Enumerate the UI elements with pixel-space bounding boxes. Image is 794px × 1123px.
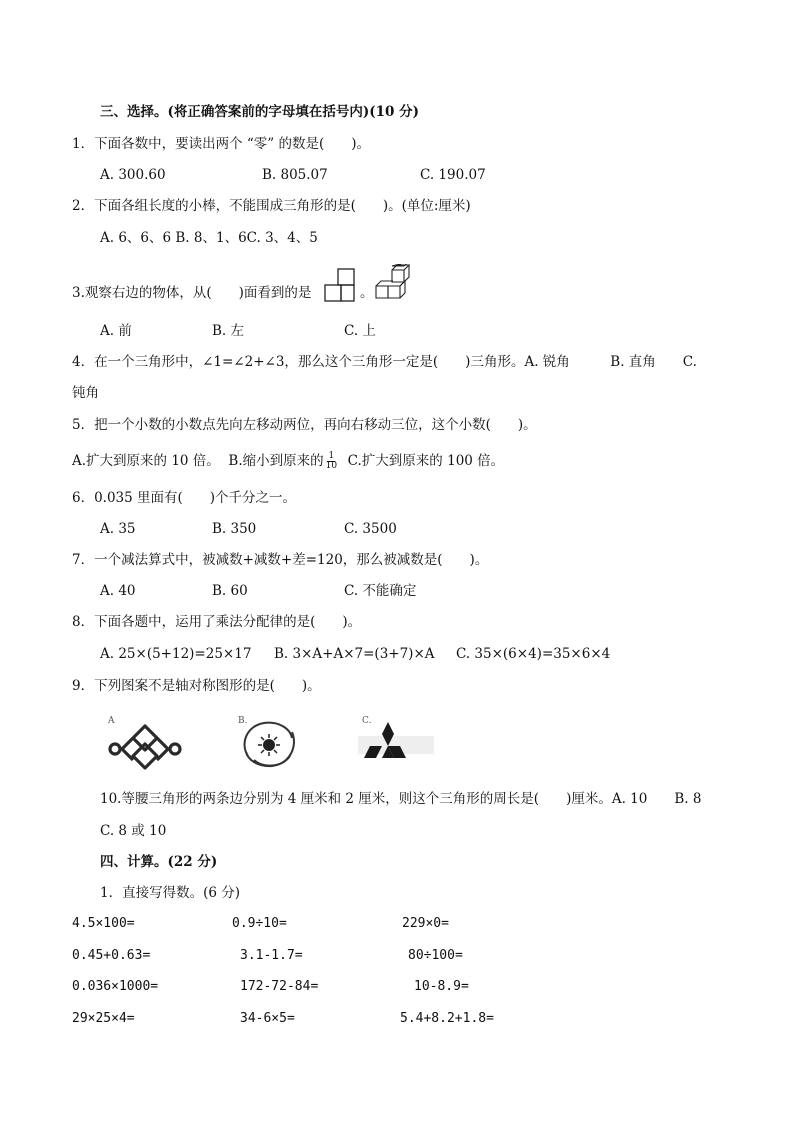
q3-stem: 3.观察右边的物体，从( )面看到的是 [72, 285, 312, 301]
q2-options: A. 6、6、6 B. 8、1、6C. 3、4、5 [100, 230, 318, 246]
calc-r2-c3: 80÷100= [408, 948, 463, 963]
q8-option-c: C. 35×(6×4)=35×6×4 [456, 646, 611, 662]
q5-options [72, 452, 504, 471]
q6-option-c: C. 3500 [344, 521, 397, 537]
calc-r1-c1: 4.5×100= [72, 916, 135, 931]
q7-option-b: B. 60 [212, 583, 248, 599]
three-diamonds-icon [358, 716, 434, 772]
q1-option-b: B. 805.07 [262, 167, 328, 183]
question-10-line-1: 10.等腰三角形的两条边分别为 4 厘米和 2 厘米，则这个三角形的周长是( )厘米。A. 10 B. 8 [100, 791, 702, 807]
question-3 [72, 284, 311, 302]
question-2: 2．下面各组长度的小棒，不能围成三角形的是( )。(单位:厘米) [72, 198, 471, 214]
calc-r3-c1: 0.036×1000= [72, 979, 159, 994]
q1-option-a: A. 300.60 [100, 167, 166, 183]
q9-label-b: B. [238, 716, 248, 726]
calc-r1-c2: 0.9÷10= [232, 916, 287, 931]
calc-r4-c2: 34-6×5= [240, 1011, 295, 1026]
calc-r3-c2: 172-72-84= [240, 979, 319, 994]
question-10-line-2: C. 8 或 10 [100, 823, 167, 839]
q3-option-b: B. 左 [212, 323, 245, 339]
q5-option-c: C.扩大到原来的 100 倍。 [347, 453, 505, 469]
question-1: 1．下面各数中，要读出两个 “零” 的数是( )。 [72, 136, 371, 152]
question-5: 5．把一个小数的小数点先向左移动两位，再向右移动三位，这个小数( )。 [72, 417, 537, 433]
cube-stack-figure [372, 264, 412, 302]
calc-r2-c1: 0.45+0.63= [72, 948, 151, 963]
q9-label-a: A [108, 716, 115, 726]
question-4-line-2: 钝角 [72, 385, 99, 401]
q3-tail: 。 [360, 285, 374, 301]
calc-r1-c3: 229×0= [402, 916, 449, 931]
q6-option-a: A. 35 [100, 521, 136, 537]
q6-option-b: B. 350 [212, 521, 257, 537]
q8-option-a: A. 25×(5+12)=25×17 [100, 646, 252, 662]
q3-option-a: A. 前 [100, 323, 132, 339]
calc-r4-c1: 29×25×4= [72, 1011, 135, 1026]
knot-pattern-icon [104, 722, 186, 772]
q8-option-b: B. 3×A+A×7=(3+7)×A [274, 646, 435, 662]
question-7: 7．一个减法算式中，被减数+减数+差=120，那么被减数是( )。 [72, 552, 489, 568]
q1-option-c: C. 190.07 [420, 167, 486, 183]
q9-label-c: C. [362, 716, 372, 726]
q7-option-a: A. 40 [100, 583, 136, 599]
question-4-line-1: 4．在一个三角形中，∠1=∠2+∠3，那么这个三角形一定是( )三角形。A. 锐角 B. 直角 C. [72, 354, 697, 370]
front-view-figure [324, 268, 358, 302]
question-6: 6．0.035 里面有( )个千分之一。 [72, 490, 297, 506]
calc-r3-c3: 10-8.9= [414, 979, 469, 994]
fraction-one-tenth: $\frac{1}{10}$ [325, 451, 338, 471]
question-9: 9．下列图案不是轴对称图形的是( )。 [72, 678, 321, 694]
section-4-title: 四、计算。(22 分) [100, 854, 218, 870]
calc-r4-c3: 5.4+8.2+1.8= [400, 1011, 494, 1026]
swirl-logo-icon [234, 716, 304, 772]
section-3-title: 三、选择。(将正确答案前的字母填在括号内)(10 分) [100, 104, 420, 120]
q5-option-a: A.扩大到原来的 10 倍。 [72, 453, 220, 469]
q7-option-c: C. 不能确定 [344, 583, 417, 599]
question-8: 8．下面各题中，运用了乘法分配律的是( )。 [72, 614, 362, 630]
section-4-subtitle: 1．直接写得数。(6 分) [100, 885, 241, 901]
calc-r2-c2: 3.1-1.7= [240, 948, 303, 963]
q3-option-c: C. 上 [344, 323, 376, 339]
q5-option-b: B.缩小到原来的 [228, 453, 324, 469]
